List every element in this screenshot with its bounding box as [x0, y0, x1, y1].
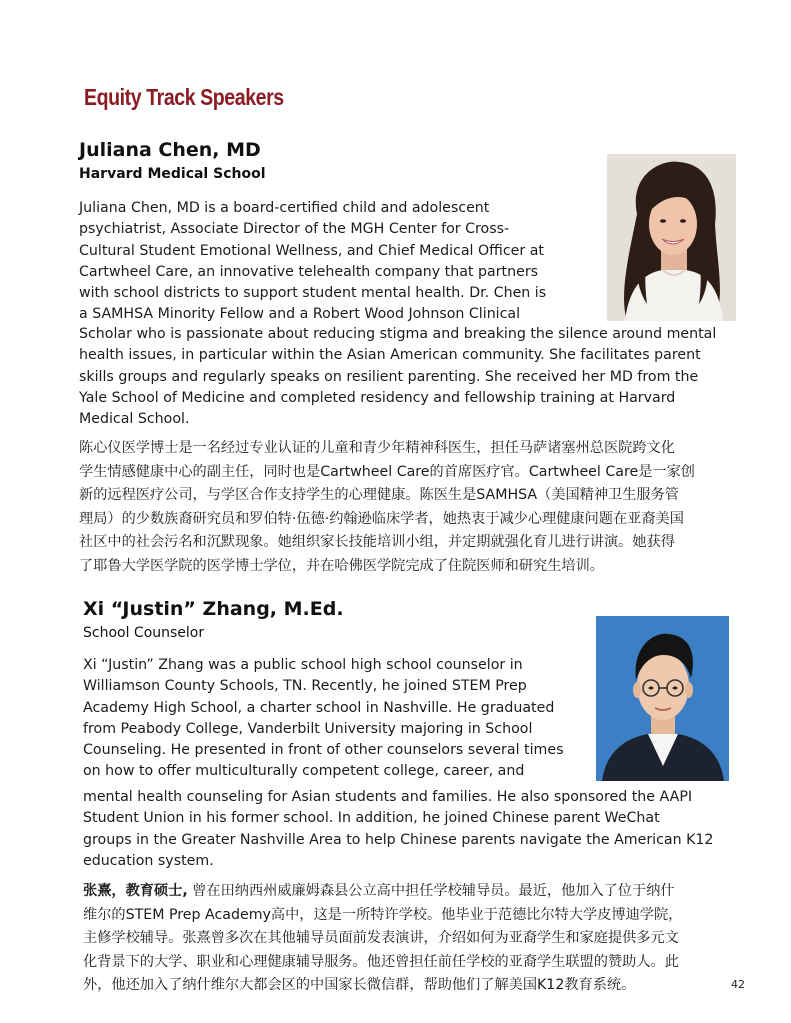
page-number: 42: [731, 978, 745, 991]
cn-line: 学生情感健康中心的副主任，同时也是Cartwheel Care的首席医疗官。Cartwheel Care是一家创: [79, 463, 695, 480]
cn-line: 陈心仪医学博士是一名经过专业认证的儿童和青少年精神科医生，担任马萨诸塞州总医院跨文化: [79, 440, 675, 456]
bio-line: mental health counseling for Asian students and families. He also sponsored the AAPI: [83, 789, 693, 805]
bio-line: on how to offer multiculturally competent college, career, and: [83, 763, 525, 780]
cn-line: 主修学校辅导。张熹曾多次在其他辅导员面前发表演讲，介绍如何为亚裔学生和家庭提供多元文: [83, 930, 679, 946]
bio-line: education system.: [83, 852, 214, 869]
cn-name-bold: 张熹，教育硕士,: [83, 883, 188, 899]
speaker-1-bio-top: [79, 198, 609, 326]
bio-line: psychiatrist, Associate Director of the MGH Center for Cross-: [79, 221, 510, 238]
speaker-2-bio-chinese: [83, 880, 753, 998]
speaker-1-bio-bottom: [79, 324, 747, 430]
bio-line: a SAMHSA Minority Fellow and a Robert Wood Johnson Clinical: [79, 306, 521, 323]
bio-line: Williamson County Schools, TN. Recently, he joined STEM Prep: [83, 678, 527, 695]
speaker-2-affiliation: School Counselor: [83, 625, 205, 641]
speaker-2-bio-bottom: [83, 787, 751, 872]
bio-line: Yale School of Medicine and completed residency and fellowship training at Harvard: [79, 389, 676, 406]
bio-line: Student Union in his former school. In addition, he joined Chinese parent WeChat: [83, 810, 660, 827]
speaker-1-photo: [607, 154, 736, 321]
speaker-2-photo: [596, 616, 729, 781]
bio-line: Cultural Student Emotional Wellness, and Chief Medical Officer at: [79, 242, 545, 259]
speaker-1-affiliation: Harvard Medical School: [79, 166, 266, 182]
portrait-man-icon: [596, 616, 729, 781]
cn-line: 理局）的少数族裔研究员和罗伯特·伍德·约翰逊临床学者，她热衷于减少心理健康问题在亚裔美国: [79, 510, 684, 527]
bio-line: skills groups and regularly speaks on resilient parenting. She received her MD from the: [79, 368, 699, 385]
bio-line: Counseling. He presented in front of other counselors several times: [83, 742, 564, 759]
cn-line: 化背景下的大学、职业和心理健康辅导服务。他还曾担任前任学校的亚裔学生联盟的赞助人。此: [83, 953, 679, 970]
speaker-2-bio-top: [83, 655, 593, 783]
cn-line: 外，他还加入了纳什维尔大都会区的中国家长微信群，帮助他们了解美国K12教育系统。: [83, 977, 636, 993]
bio-line: Medical School.: [79, 411, 190, 428]
portrait-woman-icon: [607, 154, 736, 321]
speaker-1-bio-chinese: [79, 437, 749, 578]
bio-line: health issues, in particular within the Asian American community. She facilitates parent: [79, 347, 701, 364]
cn-line: 社区中的社会污名和沉默现象。她组织家长技能培训小组，并定期就强化育儿进行讲演。她获得: [79, 534, 675, 550]
cn-line-text: 曾在田纳西州威廉姆森县公立高中担任学校辅导员。最近，他加入了位于纳什: [187, 883, 675, 899]
cn-line: 了耶鲁大学医学院的医学博士学位，并在哈佛医学院完成了住院医师和研究生培训。: [79, 557, 604, 574]
bio-line: groups in the Greater Nashville Area to help Chinese parents navigate the American K12: [83, 831, 714, 848]
bio-line: Academy High School, a charter school in Nashville. He graduated: [83, 699, 555, 716]
bio-line: with school districts to support student mental health. Dr. Chen is: [79, 285, 547, 302]
speaker-1-name: Juliana Chen, MD: [79, 139, 261, 161]
speaker-2-name: Xi “Justin” Zhang, M.Ed.: [83, 598, 344, 620]
bio-line: Juliana Chen, MD is a board-certified child and adolescent: [79, 200, 490, 216]
bio-line: Scholar who is passionate about reducing stigma and breaking the silence around mental: [79, 326, 717, 342]
bio-line: from Peabody College, Vanderbilt University majoring in School: [83, 720, 533, 737]
section-title: Equity Track Speakers: [84, 84, 284, 110]
bio-line: Xi “Justin” Zhang was a public school high school counselor in: [83, 657, 523, 673]
bio-line: Cartwheel Care, an innovative telehealth company that partners: [79, 263, 539, 280]
cn-line: 新的远程医疗公司，与学区合作支持学生的心理健康。陈医生是SAMHSA（美国精神卫生服务管: [79, 487, 679, 503]
cn-line: [83, 880, 753, 904]
cn-line: 维尔的STEM Prep Academy高中，这是一所特许学校。他毕业于范德比尔特大学皮博迪学院，: [83, 906, 683, 923]
